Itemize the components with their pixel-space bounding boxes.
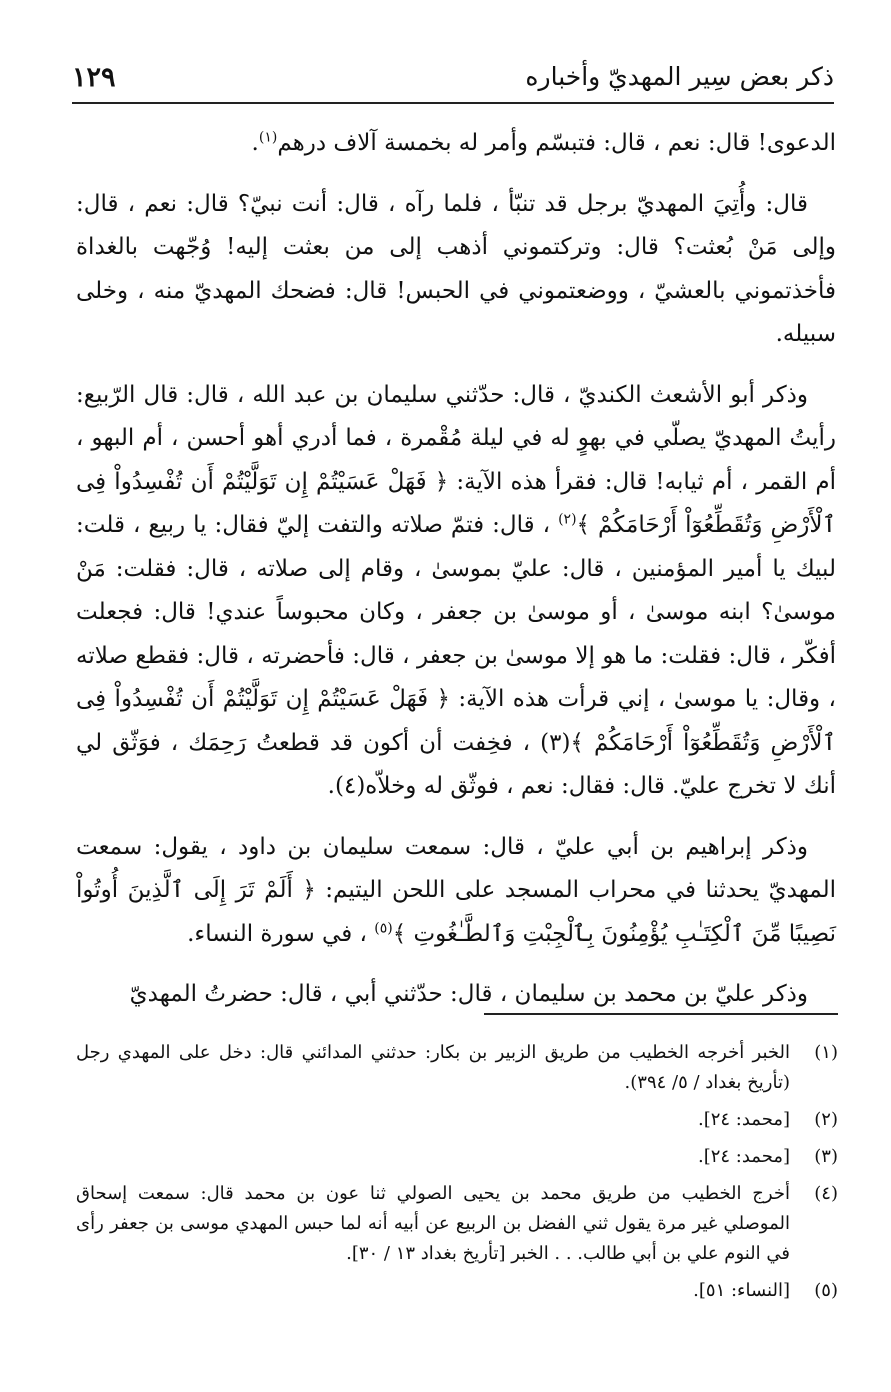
footnote [76,1038,838,1098]
footnote [76,1105,838,1135]
paragraph [76,122,836,166]
footnote-number: (٣) [814,1146,838,1167]
running-title: ذكر بعض سِير المهديّ وأخباره [525,62,834,91]
footnote-number: (٤) [814,1183,838,1204]
paragraph-text: وذكر أبو الأشعث الكنديّ ، قال: حدّثني سليمان بن عبد الله ، قال: قال الرّبيع: رأيتُ المهديّ يصلّي في بهوٍ له في ليلة مُقْمرة ، فما أدري أهو أحسن ، أم البهو ، أم القمر ، أم ثيابه! قال: فقرأ هذه الآية: ﴿ فَهَلْ عَسَيْتُمْ إِن تَوَلَّيْتُمْ أَن تُفْسِدُواْ فِى ٱلْأَرْضِ وَتُقَطِّعُوٓاْ أَرْحَامَكُمْ ﴾ [76,381,836,538]
footnote [76,1179,838,1269]
paragraph [76,973,836,1017]
footnote-text: [محمد: ٢٤]. [697,1146,790,1167]
paragraph-tail: . [251,130,259,156]
page-number: ١٢٩ [72,62,116,93]
paragraph-text: وذكر عليّ بن محمد بن سليمان ، قال: حدّثني أبي ، قال: حضرتُ المهديّ [129,981,808,1007]
paragraph-tail: ، قال: فتمّ صلاته والتفت إليّ فقال: يا ربيع ، قلت: لبيك يا أمير المؤمنين ، قال: عليّ بموسىٰ ، وقام إلى صلاته ، قال: فقلت: مَنْ موسىٰ؟ ابنه موسىٰ ، أو موسىٰ بن جعفر ، وكان محبوساً عندي! قال: فجعلت أفكّر ، قال: فقلت: ما هو إلا موسىٰ بن جعفر ، قال: فأحضرته ، قال: فقطع صلاته ، وقال: يا موسىٰ ، إني قرأت هذه الآية: ﴿ فَهَلْ عَسَيْتُمْ إِن تَوَلَّيْتُمْ أَن تُفْسِدُواْ فِى ٱلْأَرْضِ وَتُقَطِّعُوٓاْ أَرْحَامَكُمْ ﴾(٣) ، فخِفت أن أكون قد قطعتُ رَحِمَك ، فوَثّق لي أنك لا تخرج عليّ. قال: فقال: نعم ، فوثّق له وخلاّه(٤). [76,512,836,799]
main-text [76,122,836,1017]
footnote [76,1276,838,1306]
page-header [72,52,834,104]
footnote-text: أخرج الخطيب من طريق محمد بن يحيى الصولي ثنا عون بن محمد قال: سمعت إسحاق الموصلي غير مرة يقول ثني الفضل بن الربيع عن أبيه أنه لما حبس المهدي موسى بن جعفر رأى في النوم علي بن أبي طالب. . . الخبر [تأريخ بغداد ١٣ / ٣٠]. [76,1183,790,1264]
footnote-separator [484,1013,838,1015]
paragraph-text: وذكر إبراهيم بن أبي عليّ ، قال: سمعت سليمان بن داود ، يقول: سمعت المهديّ يحدثنا في محراب المسجد على اللحن اليتيم: ﴿ أَلَمْ تَرَ إِلَى ٱلَّذِينَ أُوتُواْ نَصِيبًا مِّنَ ٱلْكِتَـٰبِ يُؤْمِنُونَ بِٱلْجِبْتِ وَٱلطَّـٰغُوتِ ﴾ [76,833,836,947]
footnote-text: [النساء: ٥١]. [693,1280,790,1301]
footnote-text: [محمد: ٢٤]. [697,1109,790,1130]
paragraph [76,374,836,809]
footnote-text: الخبر أخرجه الخطيب من طريق الزبير بن بكار: حدثني المدائني قال: دخل على المهدي رجل (تأريخ بغداد / ٥/ ٣٩٤). [76,1042,790,1093]
footnote-number: (٢) [814,1109,838,1130]
paragraph-text: قال: وأُتِيَ المهديّ برجل قد تنبّأ ، فلما رآه ، قال: أنت نبيّ؟ قال: نعم ، قال: وإلى مَنْ بُعثت؟ قال: وتركتموني أذهب إلى من بعثت إليه! وُجّهت بالغداة فأخذتموني بالعشيّ ، ووضعتموني في الحبس! قال: فضحك المهديّ منه ، وخلى سبيله. [76,190,836,347]
footnote-number: (١) [814,1042,838,1063]
paragraph-tail: ، في سورة النساء. [187,920,375,947]
footnote-marker: (٥) [374,919,393,936]
paragraph-text: الدعوى! قال: نعم ، قال: فتبسّم وأمر له بخمسة آلاف درهم [277,130,836,156]
footnote-marker: (١) [258,129,278,146]
footnote-number: (٥) [814,1280,838,1301]
footnote [76,1142,838,1172]
paragraph [76,826,836,957]
paragraph [76,183,836,357]
footnote-marker: (٢) [558,511,577,528]
footnotes [76,1038,838,1313]
